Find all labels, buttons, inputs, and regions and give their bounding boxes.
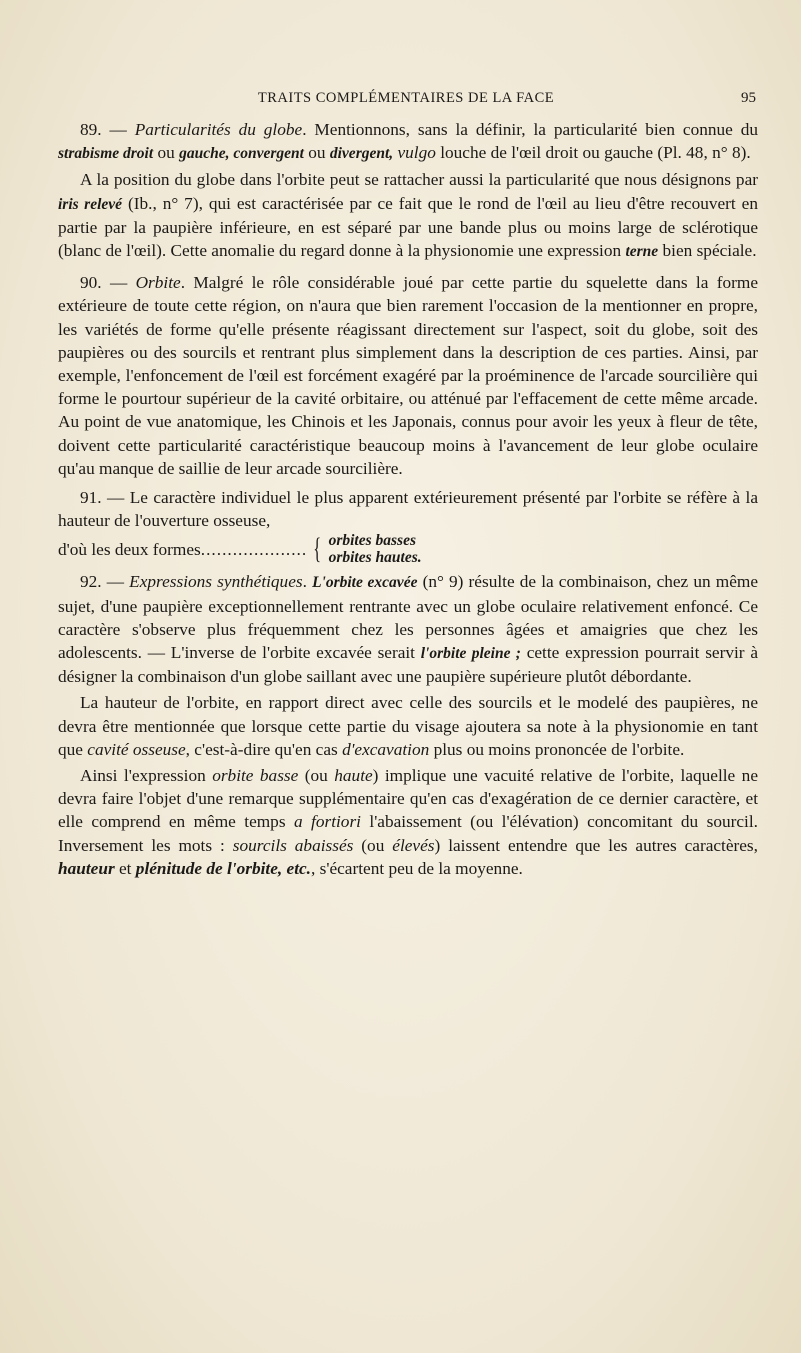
term-sourcils-abaisses: sourcils abaissés [232, 835, 354, 855]
page-body [58, 118, 758, 883]
paragraph-90-orbite [58, 271, 758, 480]
section-number: 92. — [80, 572, 130, 592]
text-run: bien spéciale. [658, 241, 757, 261]
text-run: plus ou moins prononcée de l'orbite. [429, 739, 685, 759]
text-run: louche de l'œil droit ou gauche (Pl. 48, n° 8). [435, 143, 751, 163]
page-header [56, 90, 756, 114]
term-orbites-basses: orbites basses [328, 532, 417, 550]
term-orbite-basse: orbite basse [212, 766, 299, 786]
section-title: Expressions synthétiques [129, 572, 303, 592]
section-title: Orbite [135, 273, 181, 293]
term-hauteur: hauteur [58, 858, 115, 878]
term-orbite-excavee: L'orbite excavée [312, 574, 418, 592]
formes-lead: d'où les deux formes [58, 539, 201, 559]
text-run: , s'écartent peu de la moyenne. [310, 858, 523, 878]
term-plenitude: plénitude de l'orbite, etc. [135, 858, 311, 878]
page-number: 95 [741, 90, 756, 106]
term-a-fortiori: a fortiori [293, 812, 361, 832]
term-iris-releve: iris relevé [58, 195, 123, 213]
text-run: ou [153, 143, 180, 163]
text-run: (n° 9) résulte de la combinaison, chez un même sujet, d'une paupière exceptionnellement rentrante avec un globe oculaire relativement enfoncé. Ce caractère s'observe plus fréquemment chez les personnes âgées et amaigries que chez les adolescents. — L'inverse de l'orbite excavée serait [58, 572, 758, 663]
formes-list [58, 532, 758, 566]
term-vulgo: vulgo [397, 143, 436, 163]
text-run: A la position du globe dans l'orbite peut se rattacher aussi la particularité que nous désignons par [80, 170, 758, 190]
paragraph-iris-releve [58, 168, 758, 263]
term-divergent: divergent, [329, 145, 394, 163]
formes-options [329, 532, 422, 566]
paragraph-hauteur-orbite [58, 691, 758, 761]
text-run: Ainsi l'expression [80, 766, 213, 786]
text-run: La hauteur de l'orbite, en rapport direct avec celle des sourcils et le modelé des paupières, ne devra être mentionnée que lorsque cette partie du visage ajoutera sa note à la physionomie en tant que [58, 693, 758, 759]
term-haute: haute [334, 766, 373, 786]
text-run: (Ib., n° 7), qui est caractérisée par ce fait que le rond de l'œil au lieu d'être recouvert en partie par la paupière inférieure, en est séparé par une bande plus ou moins large de sclérotique (blanc de l'œil). Cette anomalie du regard donne à la physionomie une expression [58, 193, 758, 261]
text-run: et [114, 858, 136, 878]
section-number: 89. — [80, 120, 135, 139]
paragraph-92-expressions [58, 570, 758, 688]
text-run: (ou [298, 766, 335, 786]
brace: { [313, 532, 322, 566]
term-terne: terne [625, 243, 659, 261]
term-strabisme: strabisme droit [58, 145, 154, 163]
paragraph-91 [58, 486, 758, 532]
text-run: . [302, 572, 313, 592]
paragraph-orbite-basse [58, 764, 758, 880]
text-run: , c'est-à-dire qu'en cas [185, 739, 343, 759]
text-run: cette expression pourrait servir à désigner la combinaison d'un globe saillant avec une paupière supérieure plutôt débordante. [58, 643, 758, 687]
text-run: . Malgré le rôle considérable joué par cette partie du squelette dans la forme extérieure de toute cette région, on n'aura que bien rarement l'occasion de la mentionner en propre, les variétés de forme qu'elle présente réagissant directement sur l'aspect, soit du globe, soit des paupières ou des sourcils et rentrant plus simplement dans la description de ces parties. Ainsi, par exemple, l'enfoncement de l'œil est forcément exagéré par la proéminence de l'arcade sourcilière qui forme le pourtour supérieur de la cavité orbitaire, ou atténué par l'effacement de cette même arcade. Au point de vue anatomique, les Chinois et les Japonais, connus pour avoir les yeux à fleur de tête, doivent cette particularité caractéristique beaucoup moins à l'avancement de leur globe oculaire qu'au manque de saillie de leur arcade sourcilière. [58, 273, 758, 478]
paragraph-89-globe [58, 118, 758, 165]
text-run: l'abaissement (ou l'élévation) concomitant du sourcil. Inversement les mots : [58, 812, 758, 855]
text-run: ou [303, 143, 330, 163]
running-head: TRAITS COMPLÉMENTAIRES DE LA FACE [257, 90, 555, 106]
text-run: (ou [353, 835, 393, 855]
term-cavite-osseuse: cavité osseuse [87, 739, 186, 759]
term-gauche-convergent: gauche, convergent [179, 145, 304, 163]
leader-dots: .................... [200, 539, 308, 559]
term-orbites-hautes: orbites hautes. [328, 549, 422, 567]
term-orbite-pleine: l'orbite pleine ; [420, 645, 521, 663]
term-eleves: élevés [392, 835, 435, 855]
text-run: ) implique une vacuité relative de l'orbite, laquelle ne devra faire l'objet d'une remarque supplémentaire qu'en cas d'exagération de ce dernier caractère, et elle comprend en même temps [58, 766, 758, 832]
term-excavation: d'excavation [342, 739, 430, 759]
text-run: 91. — Le caractère individuel le plus apparent extérieurement présenté par l'orbite se réfère à la hauteur de l'ouverture osseuse, [58, 488, 758, 531]
section-number: 90. — [80, 273, 136, 293]
text-run: ) laissent entendre que les autres caractères, [434, 835, 758, 855]
section-title: Particularités du globe [134, 120, 303, 139]
text-run: . Mentionnons, sans la définir, la particularité bien connue du [302, 120, 758, 139]
